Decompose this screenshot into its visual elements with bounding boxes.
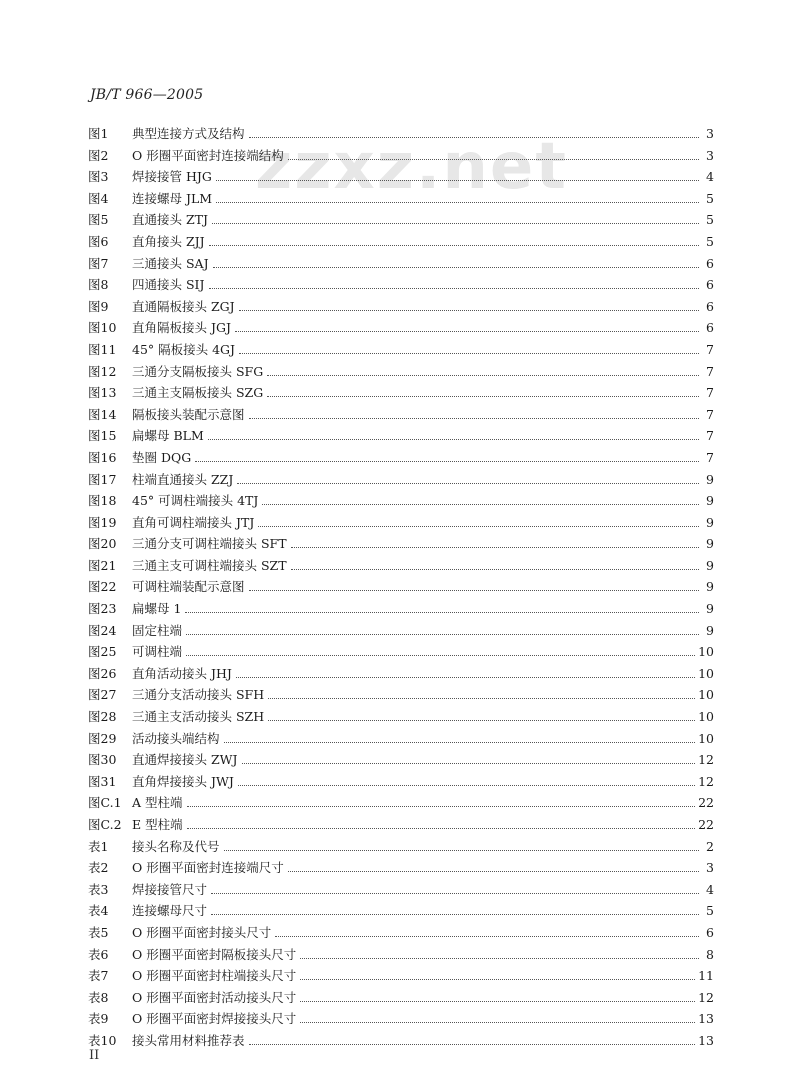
toc-entry-page: 8	[706, 946, 714, 962]
toc-entry-title: 可调柱端装配示意图	[132, 579, 245, 595]
toc-entry[interactable]	[88, 729, 714, 751]
toc-entry-label: 图21	[88, 557, 117, 573]
toc-leader-dots	[224, 850, 699, 851]
toc-entry-label: 表7	[88, 968, 109, 984]
toc-entry[interactable]	[88, 880, 714, 902]
toc-entry-title: E 型柱端	[132, 817, 183, 832]
toc-entry[interactable]	[88, 750, 714, 772]
toc-entry-page: 6	[706, 298, 714, 314]
toc-entry[interactable]	[88, 362, 714, 384]
toc-entry-title: 三通分支活动接头 SFH	[132, 687, 265, 703]
toc-leader-dots	[211, 914, 699, 915]
toc-entry-page: 3	[706, 126, 714, 141]
toc-leader-dots	[212, 223, 699, 224]
toc-leader-dots	[249, 137, 699, 138]
toc-leader-dots	[291, 547, 699, 548]
toc-entry-label: 图18	[88, 493, 117, 509]
toc-entry-page: 9	[706, 493, 714, 509]
toc-entry[interactable]	[88, 254, 714, 276]
toc-leader-dots	[267, 375, 699, 376]
toc-entry-label: 图11	[88, 341, 117, 357]
toc-leader-dots	[186, 634, 699, 635]
toc-entry-title: 扁螺母 1	[132, 601, 182, 617]
toc-entry-title: 柱端直通接头 ZZJ	[132, 471, 234, 487]
toc-entry-label: 表10	[88, 1032, 117, 1048]
toc-entry-label: 图8	[88, 277, 109, 293]
toc-entry-title: 焊接接管尺寸	[132, 881, 208, 897]
toc-entry-page: 6	[706, 320, 714, 336]
toc-entry-page: 11	[698, 968, 714, 984]
toc-entry-label: 图13	[88, 385, 117, 401]
toc-leader-dots	[235, 331, 699, 332]
toc-entry-page: 9	[706, 471, 714, 487]
toc-entry[interactable]	[88, 189, 714, 211]
toc-entry-page: 9	[706, 514, 714, 530]
toc-entry[interactable]	[88, 383, 714, 405]
toc-leader-dots	[300, 1022, 695, 1023]
toc-entry-page: 5	[706, 233, 714, 249]
toc-entry-label: 图10	[88, 320, 117, 336]
toc-leader-dots	[216, 180, 699, 181]
toc-entry[interactable]	[88, 491, 714, 513]
toc-entry-label: 表1	[88, 838, 109, 854]
toc-entry-title: 活动接头端结构	[132, 730, 220, 746]
toc-entry-title: 接头常用材料推荐表	[132, 1032, 245, 1048]
toc-entry-label: 图5	[88, 212, 109, 228]
toc-entry-page: 6	[706, 255, 714, 271]
toc-entry[interactable]	[88, 621, 714, 643]
toc-entry-page: 9	[706, 601, 714, 617]
toc-entry-label: 表4	[88, 903, 109, 919]
toc-entry-page: 7	[706, 385, 714, 401]
toc-entry-page: 12	[698, 752, 714, 768]
document-code: JB/T 966—2005	[90, 87, 204, 103]
toc-entry-title: 扁螺母 BLM	[132, 428, 204, 444]
toc-entry-title: O 形圈平面密封连接端尺寸	[132, 860, 284, 876]
toc-entry[interactable]	[88, 210, 714, 232]
toc-entry-label: 图26	[88, 665, 117, 681]
toc-entry-label: 图15	[88, 428, 117, 444]
toc-leader-dots	[238, 785, 695, 786]
toc-entry[interactable]	[88, 858, 714, 880]
toc-entry-title: 连接螺母尺寸	[132, 903, 208, 919]
toc-leader-dots	[288, 159, 699, 160]
toc-entry-page: 13	[698, 1032, 714, 1048]
toc-entry[interactable]	[88, 923, 714, 945]
toc-leader-dots	[288, 871, 699, 872]
toc-entry-title: 直角可调柱端接头 JTJ	[132, 514, 255, 530]
toc-entry[interactable]	[88, 146, 714, 168]
toc-leader-dots	[291, 569, 699, 570]
toc-entry[interactable]	[88, 232, 714, 254]
toc-entry[interactable]	[88, 945, 714, 967]
toc-entry-title: 三通分支隔板接头 SFG	[132, 363, 264, 379]
toc-entry-page: 10	[698, 709, 714, 725]
toc-entry-page: 9	[706, 579, 714, 595]
toc-leader-dots	[213, 267, 699, 268]
toc-leader-dots	[258, 526, 699, 527]
toc-leader-dots	[262, 504, 699, 505]
toc-entry-label: 图22	[88, 579, 117, 595]
toc-entry-label: 图31	[88, 773, 117, 789]
toc-entry-label: 表6	[88, 946, 109, 962]
toc-leader-dots	[187, 828, 695, 829]
toc-entry[interactable]	[88, 642, 714, 664]
toc-leader-dots	[300, 1001, 695, 1002]
toc-entry[interactable]	[88, 901, 714, 923]
toc-entry-label: 图19	[88, 514, 117, 530]
toc-entry-page: 9	[706, 622, 714, 638]
toc-entry-title: 三通接头 SAJ	[132, 255, 209, 271]
toc-entry-label: 图1	[88, 126, 109, 141]
page-number: II	[89, 1048, 100, 1063]
toc-entry-label: 图28	[88, 709, 117, 725]
toc-leader-dots	[275, 936, 699, 937]
toc-entry-label: 表3	[88, 881, 109, 897]
toc-leader-dots	[268, 698, 695, 699]
toc-leader-dots	[211, 893, 699, 894]
toc-leader-dots	[216, 202, 699, 203]
toc-leader-dots	[242, 763, 696, 764]
toc-entry-title: 垫圈 DQG	[132, 449, 192, 465]
watermark: zzxz.net	[255, 130, 568, 204]
toc-entry[interactable]	[88, 707, 714, 729]
toc-entry-label: 图9	[88, 298, 109, 314]
toc-entry-title: 直通隔板接头 ZGJ	[132, 298, 235, 314]
toc-entry-title: 接头名称及代号	[132, 838, 220, 854]
toc-entry-page: 10	[698, 665, 714, 681]
toc-entry-title: 直角隔板接头 JGJ	[132, 320, 231, 336]
toc-entry-page: 7	[706, 341, 714, 357]
toc-entry-label: 图12	[88, 363, 117, 379]
toc-entry[interactable]	[88, 534, 714, 556]
toc-leader-dots	[185, 612, 699, 613]
toc-entry[interactable]	[88, 772, 714, 794]
toc-entry[interactable]	[88, 448, 714, 470]
toc-entry-page: 7	[706, 449, 714, 465]
toc-entry-title: O 形圈平面密封接头尺寸	[132, 924, 272, 940]
toc-leader-dots	[268, 720, 695, 721]
toc-entry[interactable]	[88, 124, 714, 146]
toc-entry-page: 10	[698, 644, 714, 660]
toc-entry-label: 表8	[88, 989, 109, 1005]
toc-entry-page: 12	[698, 989, 714, 1005]
toc-entry-label: 图4	[88, 190, 109, 206]
toc-entry-page: 3	[706, 147, 714, 163]
toc-leader-dots	[249, 590, 699, 591]
toc-entry-page: 5	[706, 190, 714, 206]
toc-entry-label: 图6	[88, 233, 109, 249]
toc-entry-label: 表5	[88, 924, 109, 940]
toc-entry[interactable]	[88, 988, 714, 1010]
toc-entry-label: 表2	[88, 860, 109, 876]
toc-entry-title: 三通分支可调柱端接头 SFT	[132, 536, 287, 552]
toc-entry-title: 直通接头 ZTJ	[132, 212, 209, 228]
toc-entry-page: 2	[706, 838, 714, 854]
toc-entry-label: 图25	[88, 644, 117, 660]
toc-leader-dots	[186, 655, 695, 656]
toc-entry[interactable]	[88, 966, 714, 988]
toc-leader-dots	[300, 979, 695, 980]
toc-leader-dots	[249, 418, 699, 419]
toc-entry-title: 固定柱端	[132, 622, 183, 638]
toc-entry-title: O 形圈平面密封连接端结构	[132, 147, 284, 163]
toc-entry-page: 9	[706, 536, 714, 552]
toc-entry-label: 图14	[88, 406, 117, 422]
toc-entry[interactable]	[88, 1009, 714, 1031]
toc-entry-page: 6	[706, 924, 714, 940]
toc-entry-title: O 形圈平面密封柱端接头尺寸	[132, 968, 297, 984]
toc-leader-dots	[239, 310, 699, 311]
toc-entry-page: 4	[706, 881, 714, 897]
toc-entry-label: 图29	[88, 730, 117, 746]
toc-entry-title: O 形圈平面密封活动接头尺寸	[132, 989, 297, 1005]
toc-entry-page: 6	[706, 277, 714, 293]
toc-entry-page: 22	[698, 817, 714, 832]
toc-entry[interactable]	[88, 340, 714, 362]
toc-entry[interactable]	[88, 1031, 714, 1053]
toc-leader-dots	[224, 742, 696, 743]
toc-entry-title: 连接螺母 JLM	[132, 190, 213, 206]
toc-entry-page: 9	[706, 557, 714, 573]
toc-entry[interactable]	[88, 297, 714, 319]
toc-entry[interactable]	[88, 599, 714, 621]
toc-entry-label: 图7	[88, 255, 109, 271]
toc-entry-title: A 型柱端	[132, 795, 183, 811]
toc-entry-label: 图20	[88, 536, 117, 552]
toc-entry-page: 7	[706, 363, 714, 379]
toc-leader-dots	[300, 958, 699, 959]
toc-entry-title: 直角接头 ZJJ	[132, 233, 205, 249]
toc-entry[interactable]	[88, 793, 714, 815]
toc-leader-dots	[187, 806, 696, 807]
toc-entry-label: 图24	[88, 622, 117, 638]
toc-entry[interactable]	[88, 815, 714, 837]
toc-entry-page: 10	[698, 730, 714, 746]
toc-entry-page: 22	[698, 795, 714, 811]
toc-entry-label: 图16	[88, 449, 117, 465]
toc-leader-dots	[195, 461, 699, 462]
toc-entry[interactable]	[88, 167, 714, 189]
toc-entry-label: 图30	[88, 752, 117, 768]
toc-entry-page: 5	[706, 212, 714, 228]
toc-entry[interactable]	[88, 577, 714, 599]
toc-entry-label: 图C.1	[88, 795, 122, 811]
toc-entry-title: 直通焊接接头 ZWJ	[132, 752, 238, 768]
toc-entry-title: 隔板接头装配示意图	[132, 406, 245, 422]
toc-entry-title: O 形圈平面密封焊接接头尺寸	[132, 1011, 297, 1027]
toc-entry-page: 4	[706, 169, 714, 185]
toc-entry-title: 典型连接方式及结构	[132, 126, 245, 141]
toc-entry-label: 表9	[88, 1011, 109, 1027]
toc-entry-label: 图3	[88, 169, 109, 185]
table-of-contents	[88, 124, 714, 1053]
toc-entry-label: 图23	[88, 601, 117, 617]
toc-entry-page: 7	[706, 428, 714, 444]
toc-entry-title: 可调柱端	[132, 644, 183, 660]
toc-entry[interactable]	[88, 470, 714, 492]
toc-entry-label: 图2	[88, 147, 109, 163]
toc-entry-page: 10	[698, 687, 714, 703]
toc-leader-dots	[209, 288, 700, 289]
toc-entry-page: 5	[706, 903, 714, 919]
toc-entry-label: 图C.2	[88, 817, 122, 832]
toc-entry-page: 12	[698, 773, 714, 789]
toc-leader-dots	[239, 353, 699, 354]
toc-entry-page: 3	[706, 860, 714, 876]
toc-entry[interactable]	[88, 664, 714, 686]
toc-entry[interactable]	[88, 426, 714, 448]
toc-leader-dots	[208, 439, 699, 440]
toc-leader-dots	[236, 677, 695, 678]
toc-leader-dots	[209, 245, 699, 246]
toc-entry[interactable]	[88, 513, 714, 535]
toc-entry[interactable]	[88, 405, 714, 427]
toc-entry[interactable]	[88, 275, 714, 297]
toc-entry[interactable]	[88, 318, 714, 340]
toc-entry-title: 三通主支可调柱端接头 SZT	[132, 557, 287, 573]
toc-entry[interactable]	[88, 556, 714, 578]
toc-entry[interactable]	[88, 685, 714, 707]
toc-entry-title: O 形圈平面密封隔板接头尺寸	[132, 946, 297, 962]
toc-entry-title: 直角焊接接头 JWJ	[132, 773, 234, 789]
toc-leader-dots	[249, 1044, 696, 1045]
toc-entry-title: 焊接接管 HJG	[132, 169, 212, 185]
toc-leader-dots	[237, 483, 699, 484]
toc-entry-title: 四通接头 SIJ	[132, 277, 205, 293]
toc-entry-label: 图17	[88, 471, 117, 487]
toc-entry-title: 三通主支活动接头 SZH	[132, 709, 265, 725]
toc-entry-title: 三通主支隔板接头 SZG	[132, 385, 264, 401]
toc-entry-page: 7	[706, 406, 714, 422]
toc-entry-label: 图27	[88, 687, 117, 703]
toc-leader-dots	[267, 396, 699, 397]
toc-entry-title: 45° 隔板接头 4GJ	[132, 341, 236, 357]
toc-entry-title: 45° 可调柱端接头 4TJ	[132, 493, 259, 509]
toc-entry-page: 13	[698, 1011, 714, 1027]
toc-entry[interactable]	[88, 837, 714, 859]
toc-entry-title: 直角活动接头 JHJ	[132, 665, 232, 681]
